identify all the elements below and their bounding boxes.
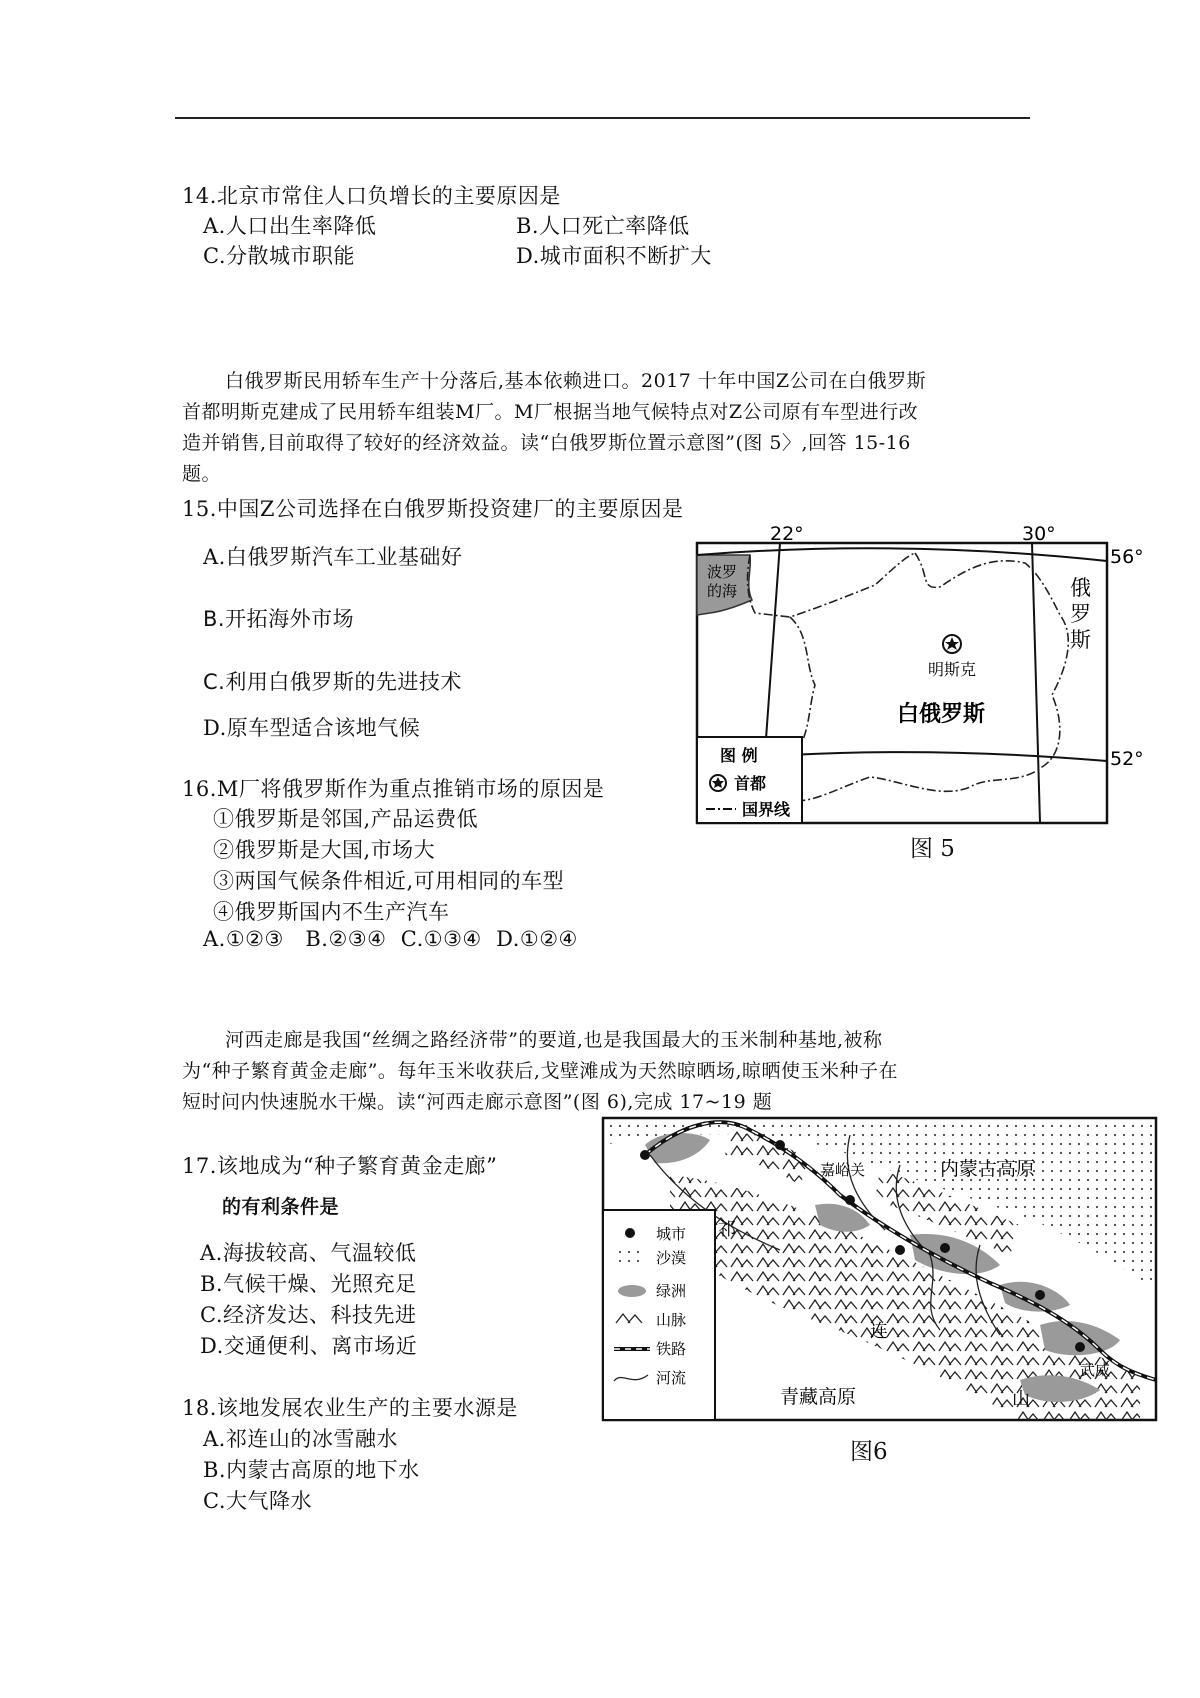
q14-stem: 14.北京市常住人口负增长的主要原因是 bbox=[182, 184, 561, 208]
city-marker bbox=[640, 1150, 650, 1160]
q15-option-d: D.原车型适合该地气候 bbox=[203, 716, 421, 740]
qilian-label-1: 祁 bbox=[718, 1219, 736, 1240]
passage1-line-4: 题。 bbox=[182, 463, 222, 485]
russia-label-3: 斯 bbox=[1070, 628, 1091, 652]
legend-river-label: 河流 bbox=[656, 1369, 687, 1387]
q17-stem: 17.该地成为“种子繁育黄金走廊” bbox=[182, 1154, 498, 1178]
city-marker bbox=[895, 1245, 905, 1255]
legend-border-label: 国界线 bbox=[742, 800, 791, 819]
wuwei-label: 武威 bbox=[1080, 1361, 1111, 1379]
q17-option-a: A.海拔较高、气温较低 bbox=[200, 1241, 417, 1265]
passage2-line-2: 为“种子繁育黄金走廊”。每年玉米收获后,戈壁滩成为天然晾晒场,晾晒使玉米种子在 bbox=[182, 1060, 899, 1082]
jiayuguan-label: 嘉峪关 bbox=[820, 1161, 866, 1179]
legend-title: 图 例 bbox=[720, 746, 758, 765]
lat-56-label: 56° bbox=[1110, 546, 1144, 568]
q15-option-b: B.开拓海外市场 bbox=[203, 607, 355, 631]
minsk-label: 明斯克 bbox=[928, 660, 977, 679]
q14-option-c: C.分散城市职能 bbox=[203, 244, 355, 268]
q17-stem-2: 的有利条件是 bbox=[222, 1196, 340, 1218]
figure-6-hexi-map bbox=[600, 1115, 1170, 1465]
legend-city-label: 城市 bbox=[656, 1225, 687, 1243]
legend-capital-label: 首都 bbox=[734, 774, 767, 793]
lon-22-label: 22° bbox=[770, 523, 804, 545]
russia-label-2: 罗 bbox=[1070, 602, 1091, 626]
passage1-line-2: 首都明斯克建成了民用轿车组装M厂。M厂根据当地气候特点对Z公司原有车型进行改 bbox=[182, 401, 919, 423]
q16-options: A.①②③ B.②③④ C.①③④ D.①②④ bbox=[203, 927, 578, 951]
q15-option-c: C.利用白俄罗斯的先进技术 bbox=[203, 670, 462, 694]
city-marker bbox=[1075, 1342, 1085, 1352]
q16-item-1: ①俄罗斯是邻国,产品运费低 bbox=[213, 807, 479, 831]
q15-option-a: A.白俄罗斯汽车工业基础好 bbox=[203, 545, 463, 569]
inner-mongolia-label: 内蒙古高原 bbox=[940, 1158, 1036, 1180]
passage2-line-1: 河西走廊是我国“丝绸之路经济带”的要道,也是我国最大的玉米制种基地,被称 bbox=[225, 1029, 883, 1051]
q17-option-b: B.气候干燥、光照充足 bbox=[200, 1272, 417, 1296]
figure-6-caption: 图6 bbox=[850, 1439, 888, 1465]
q16-item-2: ②俄罗斯是大国,市场大 bbox=[213, 838, 436, 862]
q18-option-a: A.祁连山的冰雪融水 bbox=[203, 1427, 398, 1451]
passage1-line-1: 白俄罗斯民用轿车生产十分落后,基本依赖进口。2017 十年中国Z公司在白俄罗斯 bbox=[225, 370, 927, 392]
q18-option-b: B.内蒙古高原的地下水 bbox=[203, 1458, 420, 1482]
legend-oasis-label: 绿洲 bbox=[656, 1282, 687, 1300]
tibet-plateau-label: 青藏高原 bbox=[780, 1386, 857, 1408]
q16-item-4: ④俄罗斯国内不生产汽车 bbox=[213, 900, 450, 924]
legend-city-icon bbox=[625, 1228, 635, 1238]
legend-railway-label: 铁路 bbox=[656, 1340, 687, 1358]
header-rule bbox=[175, 117, 1030, 119]
q16-item-3: ③两国气候条件相近,可用相同的车型 bbox=[213, 869, 565, 893]
q16-stem: 16.M厂将俄罗斯作为重点推销市场的原因是 bbox=[182, 777, 605, 801]
q14-option-a: A.人口出生率降低 bbox=[203, 214, 377, 238]
q17-option-d: D.交通便利、离市场近 bbox=[200, 1334, 418, 1358]
legend-mountain-label: 山脉 bbox=[656, 1311, 687, 1329]
city-marker bbox=[1035, 1290, 1045, 1300]
belarus-label: 白俄罗斯 bbox=[897, 702, 986, 727]
qilian-label-3: 山 bbox=[1012, 1389, 1030, 1410]
lon-30-label: 30° bbox=[1022, 523, 1056, 545]
figure-5-caption: 图 5 bbox=[910, 836, 955, 862]
sea-label-1: 波罗 bbox=[707, 563, 738, 581]
passage1-line-3: 造并销售,目前取得了较好的经济效益。读“白俄罗斯位置示意图”(图 5〉,回答 15-16 bbox=[182, 432, 911, 454]
qilian-label-2: 连 bbox=[870, 1321, 888, 1342]
q14-option-d: D.城市面积不断扩大 bbox=[516, 244, 712, 268]
q17-option-c: C.经济发达、科技先进 bbox=[200, 1303, 417, 1327]
passage2-line-3: 短时问内快速脱水干燥。读“河西走廊示意图”(图 6),完成 17~19 题 bbox=[182, 1091, 773, 1113]
city-marker bbox=[775, 1140, 785, 1150]
lat-52-label: 52° bbox=[1110, 748, 1144, 770]
city-marker bbox=[940, 1243, 950, 1253]
legend-desert-label: 沙漠 bbox=[656, 1249, 687, 1267]
q18-option-c: C.大气降水 bbox=[203, 1489, 312, 1513]
q14-option-b: B.人口死亡率降低 bbox=[516, 214, 690, 238]
q15-stem: 15.中国Z公司选择在白俄罗斯投资建厂的主要原因是 bbox=[182, 497, 684, 521]
russia-label-1: 俄 bbox=[1070, 576, 1091, 600]
sea-label-2: 的海 bbox=[707, 582, 738, 600]
figure-5-belarus-map bbox=[690, 523, 1144, 862]
q18-stem: 18.该地发展农业生产的主要水源是 bbox=[182, 1396, 518, 1420]
legend-oasis-icon bbox=[618, 1285, 646, 1297]
legend-desert-icon bbox=[618, 1251, 646, 1263]
city-marker bbox=[845, 1195, 855, 1205]
